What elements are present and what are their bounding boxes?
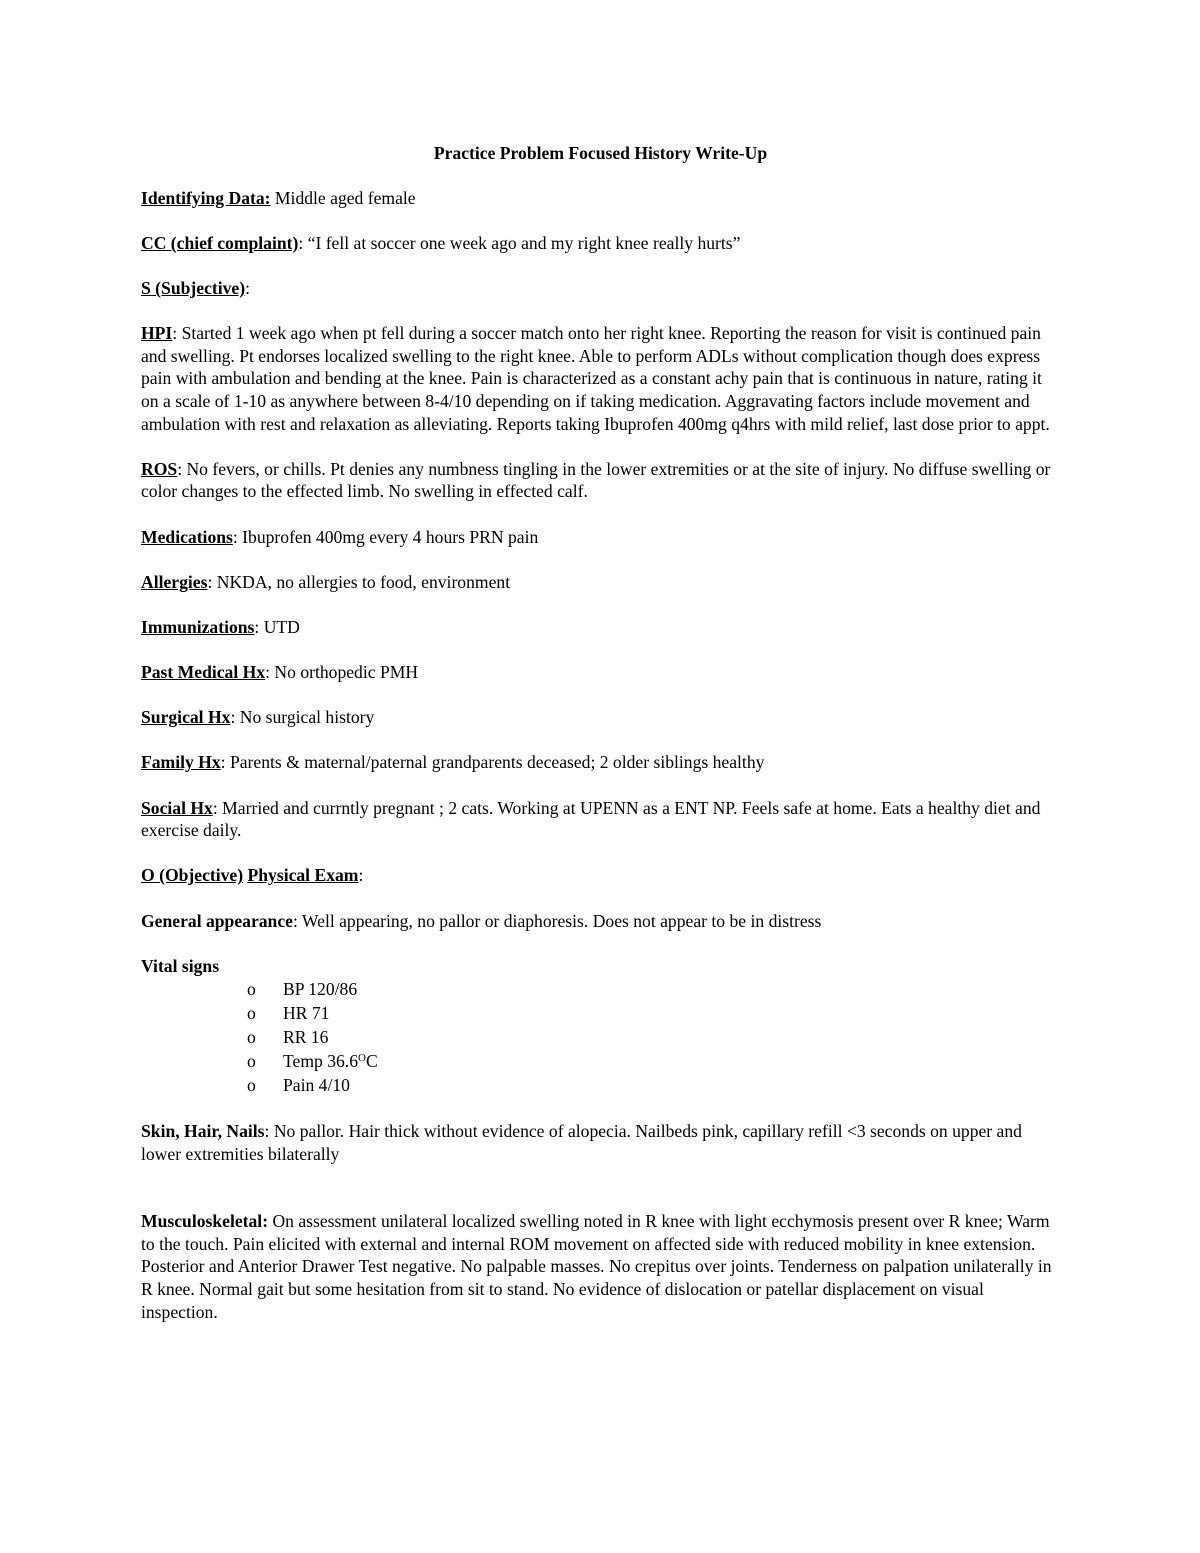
objective-colon: : (358, 865, 364, 886)
vital-temp-unit: C (365, 1051, 378, 1072)
identifying-data-label: Identifying Data: (141, 187, 271, 208)
identifying-data-section (141, 187, 1060, 210)
subjective-colon: : (245, 277, 250, 298)
general-appearance-label: General appearance (141, 910, 293, 931)
bullet-icon: o (247, 1027, 256, 1048)
list-item (247, 977, 1060, 1001)
ros-label: ROS (141, 458, 178, 479)
chief-complaint-label: CC (chief complaint) (141, 232, 299, 253)
list-item (247, 1073, 1060, 1097)
identifying-data-text: Middle aged female (270, 187, 416, 208)
surgical-history-section (141, 706, 1060, 729)
skin-hair-nails-label: Skin, Hair, Nails (141, 1120, 265, 1141)
musculoskeletal-section (141, 1210, 1060, 1323)
musculoskeletal-text: On assessment unilateral localized swelling noted in R knee with light ecchymosis present over R knee; Warm to the touch. Pain elicited with external and internal ROM movement on affected side with reduced mobility in knee extension. Posterior and Anterior Drawer Test negative. No palpable masses. No crepitus over joints. Tenderness on palpation unilaterally in R knee. Normal gait but some hesitation from sit to stand. No evidence of dislocation or patellar displacement on visual inspection. (141, 1211, 1052, 1322)
immunizations-section (141, 616, 1060, 639)
document-title: Practice Problem Focused History Write-Up (433, 143, 768, 163)
subjective-label: S (Subjective) (141, 277, 246, 298)
degree-symbol: O (358, 1052, 366, 1065)
subjective-heading (141, 277, 1060, 300)
hpi-section (141, 322, 1060, 435)
family-history-section (141, 751, 1060, 774)
physical-exam-label: Physical Exam (247, 865, 359, 886)
vital-hr: HR 71 (283, 1003, 330, 1024)
bullet-icon: o (247, 1051, 256, 1072)
immunizations-label: Immunizations (141, 616, 255, 637)
vital-signs-label: Vital signs (141, 955, 220, 976)
family-history-label: Family Hx (141, 752, 221, 773)
general-appearance-section (141, 910, 1060, 933)
family-history-text: : Parents & maternal/paternal grandparents deceased; 2 older siblings healthy (220, 752, 765, 773)
vital-signs-heading (141, 955, 1060, 978)
skin-hair-nails-text: : No pallor. Hair thick without evidence of alopecia. Nailbeds pink, capillary refill <3 seconds on upper and lower extremities bilaterally (141, 1120, 1022, 1164)
surgical-history-text: : No surgical history (230, 707, 375, 728)
musculoskeletal-label: Musculoskeletal: (141, 1211, 269, 1232)
bullet-icon: o (247, 1075, 256, 1096)
list-item (247, 1049, 1060, 1073)
ros-section (141, 458, 1060, 503)
list-item (247, 1025, 1060, 1049)
objective-heading (141, 864, 1060, 887)
medications-label: Medications (141, 526, 233, 547)
medications-text: : Ibuprofen 400mg every 4 hours PRN pain (232, 526, 539, 547)
social-history-section (141, 797, 1060, 842)
immunizations-text: : UTD (254, 616, 300, 637)
list-item (247, 1001, 1060, 1025)
skin-hair-nails-section (141, 1120, 1060, 1165)
vital-signs-list (141, 977, 1060, 1097)
allergies-label: Allergies (141, 571, 208, 592)
social-history-label: Social Hx (141, 797, 213, 818)
vital-bp: BP 120/86 (283, 979, 358, 1000)
chief-complaint-section (141, 232, 1060, 255)
vital-pain: Pain 4/10 (283, 1075, 350, 1096)
bullet-icon: o (247, 1003, 256, 1024)
past-medical-history-text: : No orthopedic PMH (265, 662, 419, 683)
ros-text: : No fevers, or chills. Pt denies any numbness tingling in the lower extremities or at the site of injury. No diffuse swelling or color changes to the effected limb. No swelling in effected calf. (141, 458, 1051, 502)
objective-label: O (Objective) (141, 865, 244, 886)
vital-rr: RR 16 (283, 1027, 329, 1048)
vital-temp: Temp 36.6 (283, 1051, 358, 1072)
social-history-text: : Married and currntly pregnant ; 2 cats. Working at UPENN as a ENT NP. Feels safe at home. Eats a healthy diet and exercise daily. (141, 797, 1041, 841)
allergies-section (141, 571, 1060, 594)
surgical-history-label: Surgical Hx (141, 707, 231, 728)
general-appearance-text: : Well appearing, no pallor or diaphoresis. Does not appear to be in distress (292, 910, 822, 931)
bullet-icon: o (247, 979, 256, 1000)
allergies-text: : NKDA, no allergies to food, environment (207, 571, 511, 592)
chief-complaint-colon: : (298, 232, 304, 253)
past-medical-history-label: Past Medical Hx (141, 662, 266, 683)
hpi-label: HPI (141, 323, 173, 344)
hpi-text: : Started 1 week ago when pt fell during a soccer match onto her right knee. Reporting the reason for visit is continued pain and swelling. Pt endorses localized swelling to the right knee. Able to perform ADLs without complication though does express pain with ambulation and bending at the knee. Pain is characterized as a constant achy pain that is continuous in nature, rating it on a scale of 1-10 as anywhere between 8-4/10 depending on if taking medication. Aggravating factors include movement and ambulation with rest and relaxation as alleviating. Reports taking Ibuprofen 400mg q4hrs with mild relief, last dose prior to appt. (141, 323, 1050, 434)
chief-complaint-text: “I fell at soccer one week ago and my right knee really hurts” (303, 232, 741, 253)
past-medical-history-section (141, 661, 1060, 684)
medications-section (141, 526, 1060, 549)
